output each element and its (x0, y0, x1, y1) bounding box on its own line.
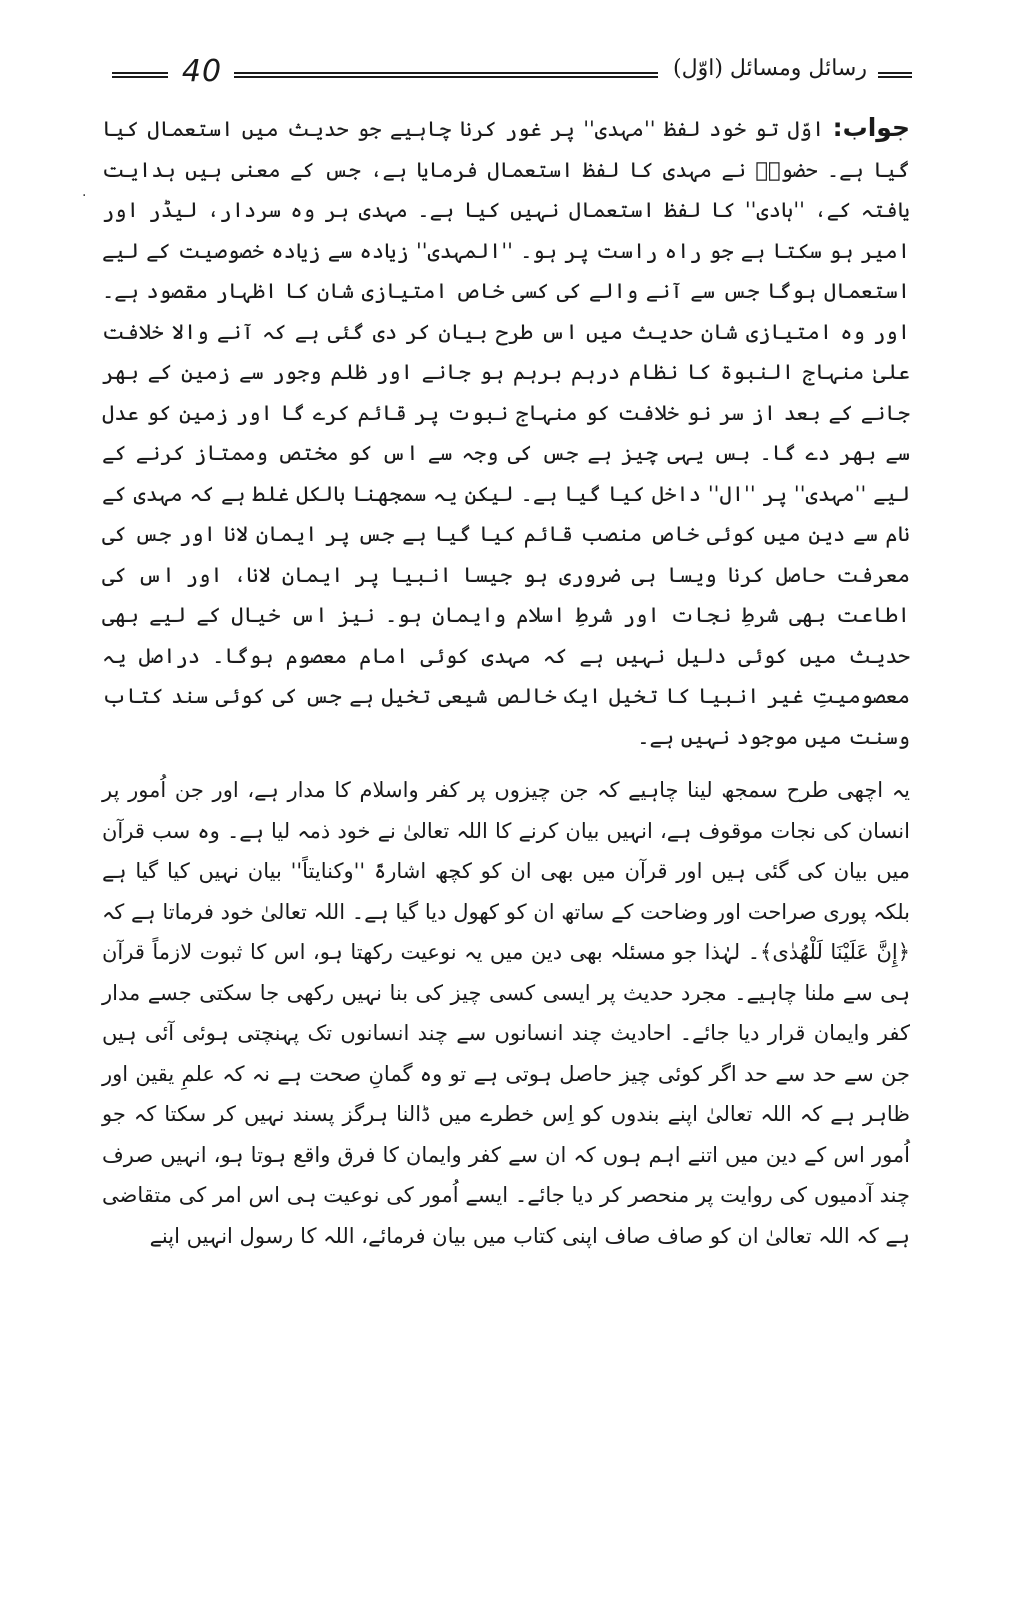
page-number: 40 (181, 54, 223, 89)
header-rule-right (878, 72, 912, 78)
second-paragraph-text-after: ۔ لہٰذا جو مسئلہ بھی دین میں یہ نوعیت رکھتا ہو، اس کا ثبوت لازماً قرآن ہی سے ملنا چاہیے۔ مجرد حدیث پر ایسی کسی چیز کی بنا نہیں رکھی جا سکتی جسے مدار کفر وایمان قرار دیا جائے۔ احادیث چند انسانوں سے چند انسانوں تک پہنچتی ہوئی آئی ہیں جن سے حد سے حد اگر کوئی چیز حاصل ہوتی ہے تو وہ گمانِ صحت ہے نہ کہ علمِ یقین اور ظاہر ہے کہ اللہ تعالیٰ اپنے بندوں کو اِس خطرے میں ڈالنا ہرگز پسند نہیں کر سکتا کہ جو اُمور اس کے دین میں اتنے اہم ہوں کہ ان سے کفر وایمان کا فرق واقع ہوتا ہو، انہیں صرف چند آدمیوں کی روایت پر منحصر کر دیا جائے۔ ایسے اُمور کی نوعیت ہی اس امر کی متقاضی ہے کہ اللہ تعالیٰ ان کو صاف صاف اپنی کتاب میں بیان فرمائے، اللہ کا رسول انہیں اپنے (102, 940, 910, 1248)
page-header (112, 52, 912, 100)
running-title: رسائل ومسائل (اوّل) (673, 56, 867, 81)
stray-ink-dot: · (82, 188, 87, 204)
second-paragraph-text-before: یہ اچھی طرح سمجھ لینا چاہیے کہ جن چیزوں پر کفر واسلام کا مدار ہے، اور جن اُمور پر انسان کی نجات موقوف ہے، انہیں بیان کرنے کا اللہ تعالیٰ نے خود ذمہ لیا ہے۔ وہ سب قرآن میں بیان کی گئی ہیں اور قرآن میں بھی ان کو کچھ اشارۃً ''وکنایتاً'' بیان نہیں کیا گیا ہے بلکہ پوری صراحت اور وضاحت کے ساتھ ان کو کھول دیا گیا ہے۔ اللہ تعالیٰ خود فرماتا ہے کہ (102, 778, 910, 924)
second-paragraph (102, 770, 910, 1256)
answer-label: جواب: (832, 113, 910, 142)
header-rule-left (112, 72, 168, 78)
quran-quote: ﴿إِنَّ عَلَيْنَا لَلْهُدٰى﴾ (760, 940, 911, 964)
answer-text: اوّل تو خود لفظ ''مہدی'' پر غور کرنا چاہیے جو حدیث میں استعمال کیا گیا ہے۔ حضورؐ نے مہدی کا لفظ استعمال فرمایا ہے، جس کے معنی ہیں ہدایت یافتہ کے، ''ہادی'' کا لفظ استعمال نہیں کیا ہے۔ مہدی ہر وہ سردار، لیڈر اور امیر ہو سکتا ہے جو راہ راست پر ہو۔ ''المہدی'' زیادہ سے زیادہ خصوصیت کے لیے استعمال ہوگا جس سے آنے والے کی کسی خاص امتیازی شان کا اظہار مقصود ہے۔ اور وہ امتیازی شان حدیث میں اس طرح بیان کر دی گئی ہے کہ آنے والا خلافت علیٰ منہاج النبوۃ کا نظام درہم برہم ہو جانے اور ظلم وجور سے زمین کے بھر جانے کے بعد از سر نو خلافت کو منہاج نبوت پر قائم کرے گا اور زمین کو عدل سے بھر دے گا۔ بس یہی چیز ہے جس کی وجہ سے اس کو مختص وممتاز کرنے کے لیے ''مہدی'' پر ''ال'' داخل کیا گیا ہے۔ لیکن یہ سمجھنا بالکل غلط ہے کہ مہدی کے نام سے دین میں کوئی خاص منصب قائم کیا گیا ہے جس پر ایمان لانا اور جس کی معرفت حاصل کرنا ویسا ہی ضروری ہو جیسا انبیا پر ایمان لانا، اور اس کی اطاعت بھی شرطِ نجات اور شرطِ اسلام وایمان ہو۔ نیز اس خیال کے لیے بھی حدیث میں کوئی دلیل نہیں ہے کہ مہدی کوئی امام معصوم ہوگا۔ دراصل یہ معصومیتِ غیر انبیا کا تخیل ایک خالص شیعی تخیل ہے جس کی کوئی سند کتاب وسنت میں موجود نہیں ہے۔ (102, 117, 910, 749)
body-text (102, 108, 910, 1256)
answer-paragraph (102, 108, 910, 757)
header-rule-middle (234, 72, 658, 78)
